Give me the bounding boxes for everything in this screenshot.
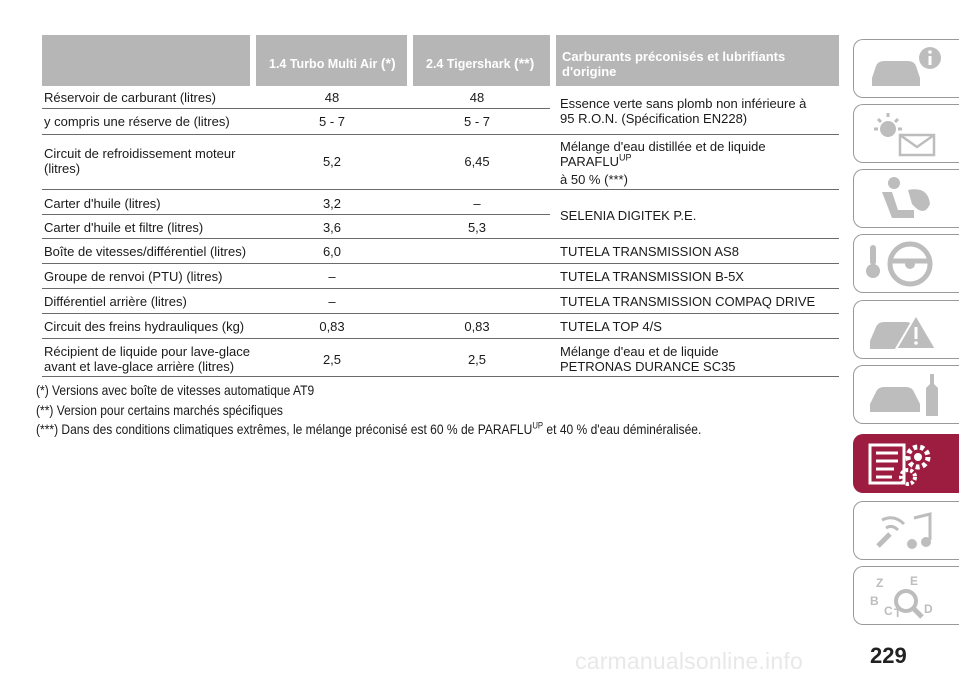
row-spec: TUTELA TOP 4/S xyxy=(560,319,662,334)
row-label: Circuit des freins hydrauliques (kg) xyxy=(44,319,245,334)
row-value-engine-1: 5,2 xyxy=(322,154,342,169)
row-divider xyxy=(42,313,839,314)
row-label: y compris une réserve de (litres) xyxy=(44,114,230,129)
oil-spec: SELENIA DIGITEK P.E. xyxy=(560,208,697,223)
row-value-engine-2: 5,3 xyxy=(467,220,487,235)
engine-1-mark: (*) xyxy=(380,55,396,71)
row-divider xyxy=(42,338,839,339)
footnote-1: (*) Versions avec boîte de vitesses automatique AT9 xyxy=(36,382,315,398)
row-label: Groupe de renvoi (PTU) (litres) xyxy=(44,269,223,284)
tab-seat-airbag[interactable] xyxy=(853,169,959,228)
row-value-engine-1: 0,83 xyxy=(319,319,345,334)
tab-technical-specs[interactable] xyxy=(853,434,959,493)
row-value-engine-2: 5 - 7 xyxy=(463,114,490,129)
row-value-engine-1: – xyxy=(328,294,336,309)
tab-index[interactable] xyxy=(853,566,959,625)
row-label: Réservoir de carburant (litres) xyxy=(44,90,216,105)
svg-text:T: T xyxy=(894,606,902,620)
steering-wheel-icon xyxy=(864,239,944,289)
header-engine-1: 1.4 Turbo Multi Air (*) xyxy=(269,55,396,71)
row-label: Différentiel arrière (litres) xyxy=(44,294,187,309)
row-value-engine-2: 0,83 xyxy=(464,319,490,334)
seat-airbag-icon xyxy=(864,174,944,224)
header-gap xyxy=(550,35,556,86)
row-value-engine-1: 2,5 xyxy=(322,352,342,367)
row-label: Boîte de vitesses/différentiel (litres) xyxy=(44,244,247,259)
row-divider xyxy=(42,134,839,135)
footnote-2: (**) Version pour certains marchés spécifiques xyxy=(36,402,283,418)
engine-2-mark: (**) xyxy=(514,55,535,71)
header-engine-2: 2.4 Tigershark (**) xyxy=(426,55,535,71)
tab-steering[interactable] xyxy=(853,234,959,293)
svg-text:Z: Z xyxy=(876,576,884,590)
row-value-engine-1: 48 xyxy=(324,90,340,105)
row-value-engine-1: 5 - 7 xyxy=(318,114,345,129)
row-divider xyxy=(42,288,839,289)
row-divider xyxy=(42,108,550,109)
multimedia-icon xyxy=(864,506,944,556)
row-divider xyxy=(42,263,839,264)
tab-maintenance[interactable] xyxy=(853,365,959,424)
row-divider xyxy=(42,189,839,190)
row-divider xyxy=(42,376,839,377)
svg-text:E: E xyxy=(910,574,919,588)
coolant-spec: Mélange d'eau distillée et de liquide $PARAFLU^{UP}$ à 50 % (***) xyxy=(560,139,766,187)
row-label: Circuit de refroidissement moteur (litres) xyxy=(44,146,236,176)
alphabetical-index-icon xyxy=(864,571,944,621)
row-value-engine-2: 48 xyxy=(469,90,485,105)
row-spec: TUTELA TRANSMISSION B-5X xyxy=(560,269,744,284)
row-value-engine-2: 2,5 xyxy=(467,352,487,367)
tab-warning-lights[interactable] xyxy=(853,104,959,163)
footnote-3: (***) Dans des conditions climatiques extrêmes, le mélange préconisé est 60 % de $PARAFLU^{UP}$ et 40 % d'eau déminéralisée. xyxy=(36,420,702,437)
row-spec: TUTELA TRANSMISSION COMPAQ DRIVE xyxy=(560,294,816,309)
row-label: Carter d'huile (litres) xyxy=(44,196,161,211)
tab-car-info[interactable] xyxy=(853,39,959,98)
car-maintenance-icon xyxy=(864,370,944,420)
svg-text:B: B xyxy=(870,594,879,608)
svg-text:C: C xyxy=(884,604,893,618)
watermark: carmanualsonline.info xyxy=(575,648,803,674)
row-spec: TUTELA TRANSMISSION AS8 xyxy=(560,244,739,259)
row-value-engine-1: 6,0 xyxy=(322,244,342,259)
header-gap xyxy=(407,35,413,86)
fuel-spec: Essence verte sans plomb non inférieure à 95 R.O.N. (Spécification EN228) xyxy=(560,96,807,126)
row-divider xyxy=(42,214,550,215)
row-spec: Mélange d'eau et de liquide PETRONAS DURANCE SC35 xyxy=(560,344,736,374)
specs-gear-icon xyxy=(864,439,944,489)
row-label: Récipient de liquide pour lave-glace avant et lave-glace arrière (litres) xyxy=(44,344,250,374)
header-fluids: Carburants préconisés et lubrifiants d'origine xyxy=(562,49,786,79)
row-value-engine-1: 3,6 xyxy=(322,220,342,235)
row-value-engine-2: – xyxy=(473,196,481,211)
car-info-icon xyxy=(864,44,944,94)
tab-emergency[interactable] xyxy=(853,300,959,359)
tab-multimedia[interactable] xyxy=(853,501,959,560)
row-divider xyxy=(42,238,839,239)
car-accident-icon xyxy=(864,305,944,355)
row-value-engine-1: 3,2 xyxy=(322,196,342,211)
svg-text:D: D xyxy=(924,602,933,616)
header-gap xyxy=(250,35,256,86)
page-number: 229 xyxy=(870,643,907,668)
row-value-engine-2: 6,45 xyxy=(464,154,490,169)
warning-lights-icon xyxy=(864,109,944,159)
table-header xyxy=(42,35,839,86)
row-value-engine-1: – xyxy=(328,269,336,284)
row-label: Carter d'huile et filtre (litres) xyxy=(44,220,204,235)
